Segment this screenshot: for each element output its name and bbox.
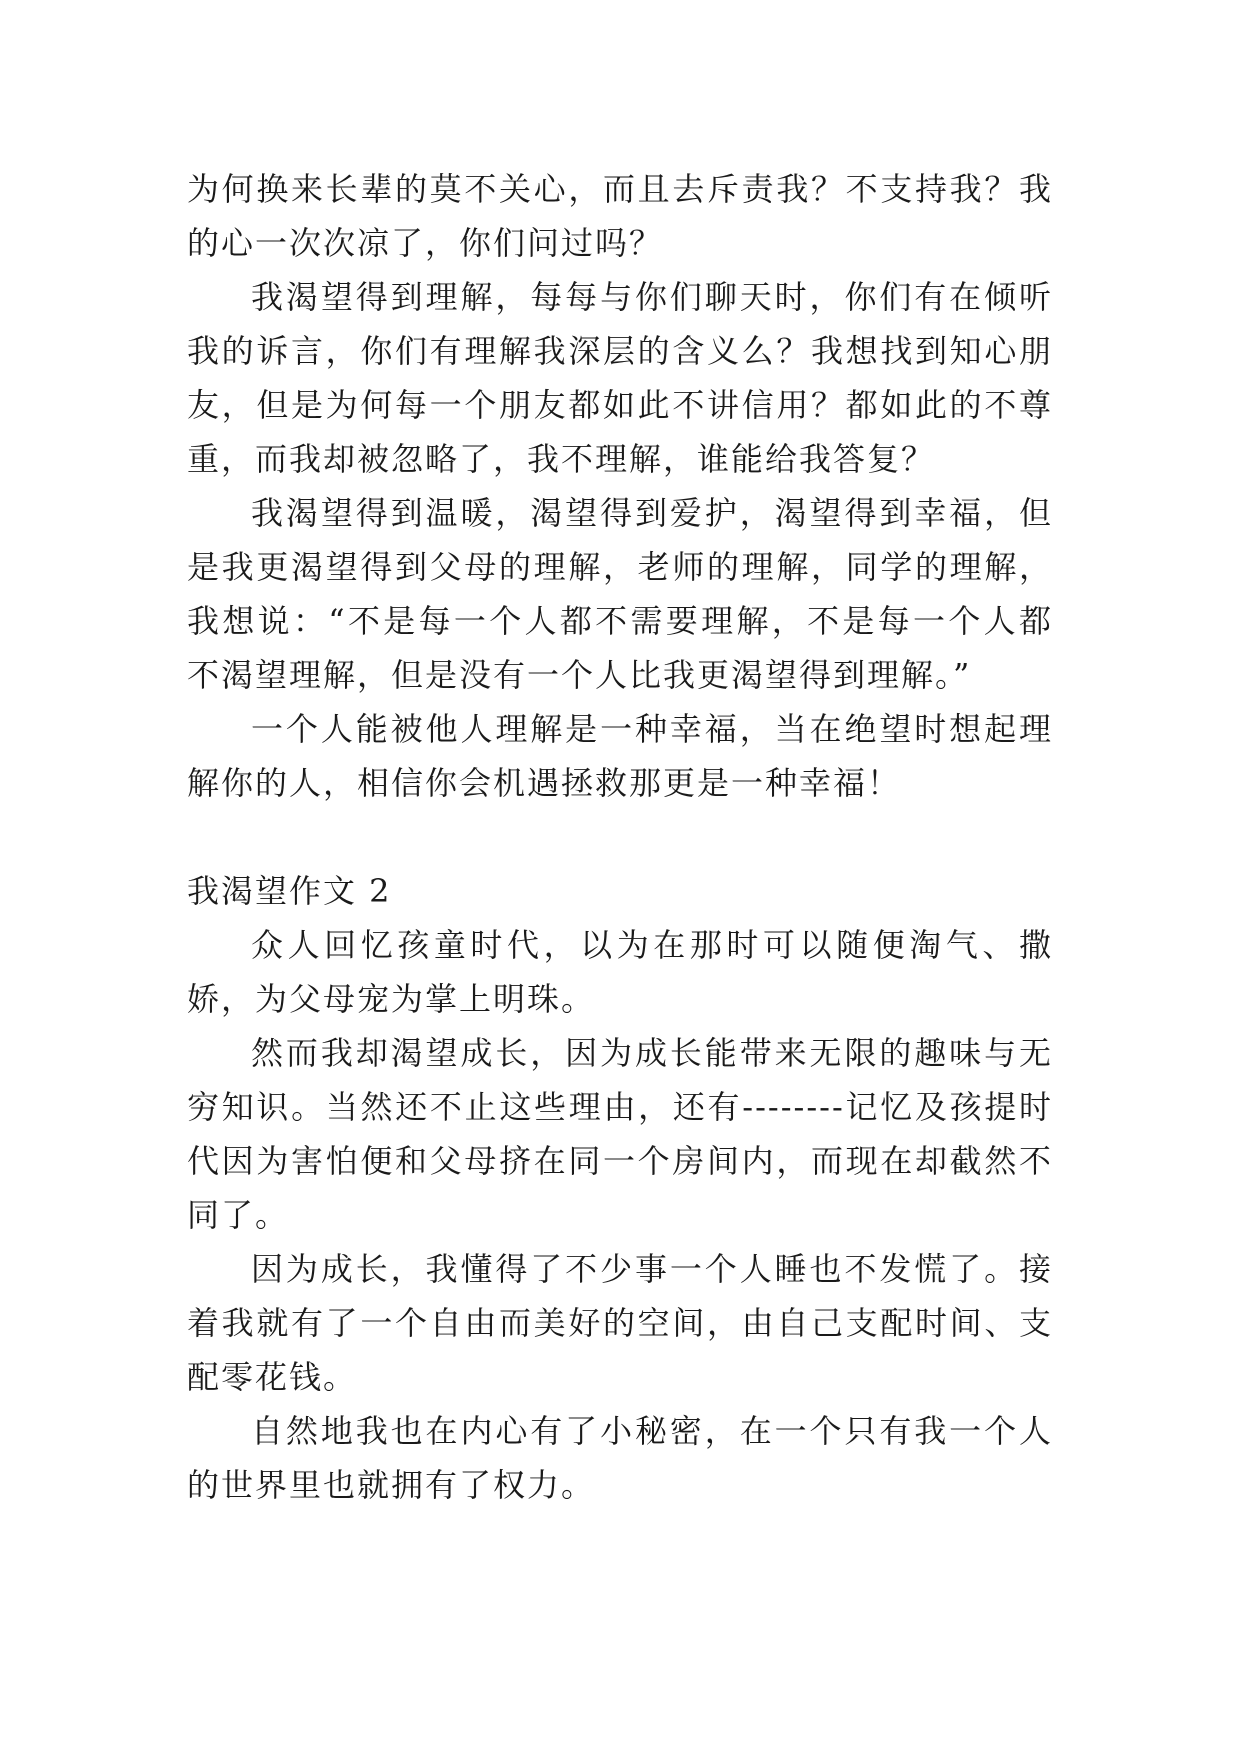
- paragraph: 为何换来长辈的莫不关心，而且去斥责我？不支持我？我的心一次次凉了，你们问过吗？: [187, 170, 1053, 262]
- paragraph: 我渴望得到温暖，渴望得到爱护，渴望得到幸福，但是我更渴望得到父母的理解，老师的理解，同学的理解，我想说：“不是每一个人都不需要理解，不是每一个人都不渴望理解，但是没有一个人比我更渴望得到理解。”: [187, 494, 1053, 694]
- paragraph: 众人回忆孩童时代，以为在那时可以随便淘气、撒娇，为父母宠为掌上明珠。: [187, 926, 1053, 1018]
- document-body: [187, 162, 1053, 1512]
- paragraph: 一个人能被他人理解是一种幸福，当在绝望时想起理解你的人，相信你会机遇拯救那更是一种幸福！: [187, 710, 1053, 802]
- paragraph: 然而我却渴望成长，因为成长能带来无限的趣味与无穷知识。当然还不止这些理由，还有--------记忆及孩提时代因为害怕便和父母挤在同一个房间内，而现在却截然不同了。: [187, 1034, 1053, 1234]
- section-title: 我渴望作文 2: [187, 872, 392, 910]
- paragraph: 自然地我也在内心有了小秘密，在一个只有我一个人的世界里也就拥有了权力。: [187, 1412, 1053, 1504]
- paragraph: 因为成长，我懂得了不少事一个人睡也不发慌了。接着我就有了一个自由而美好的空间，由自己支配时间、支配零花钱。: [187, 1250, 1053, 1396]
- paragraph: 我渴望得到理解，每每与你们聊天时，你们有在倾听我的诉言，你们有理解我深层的含义么？我想找到知心朋友，但是为何每一个朋友都如此不讲信用？都如此的不尊重，而我却被忽略了，我不理解，谁能给我答复？: [187, 278, 1053, 478]
